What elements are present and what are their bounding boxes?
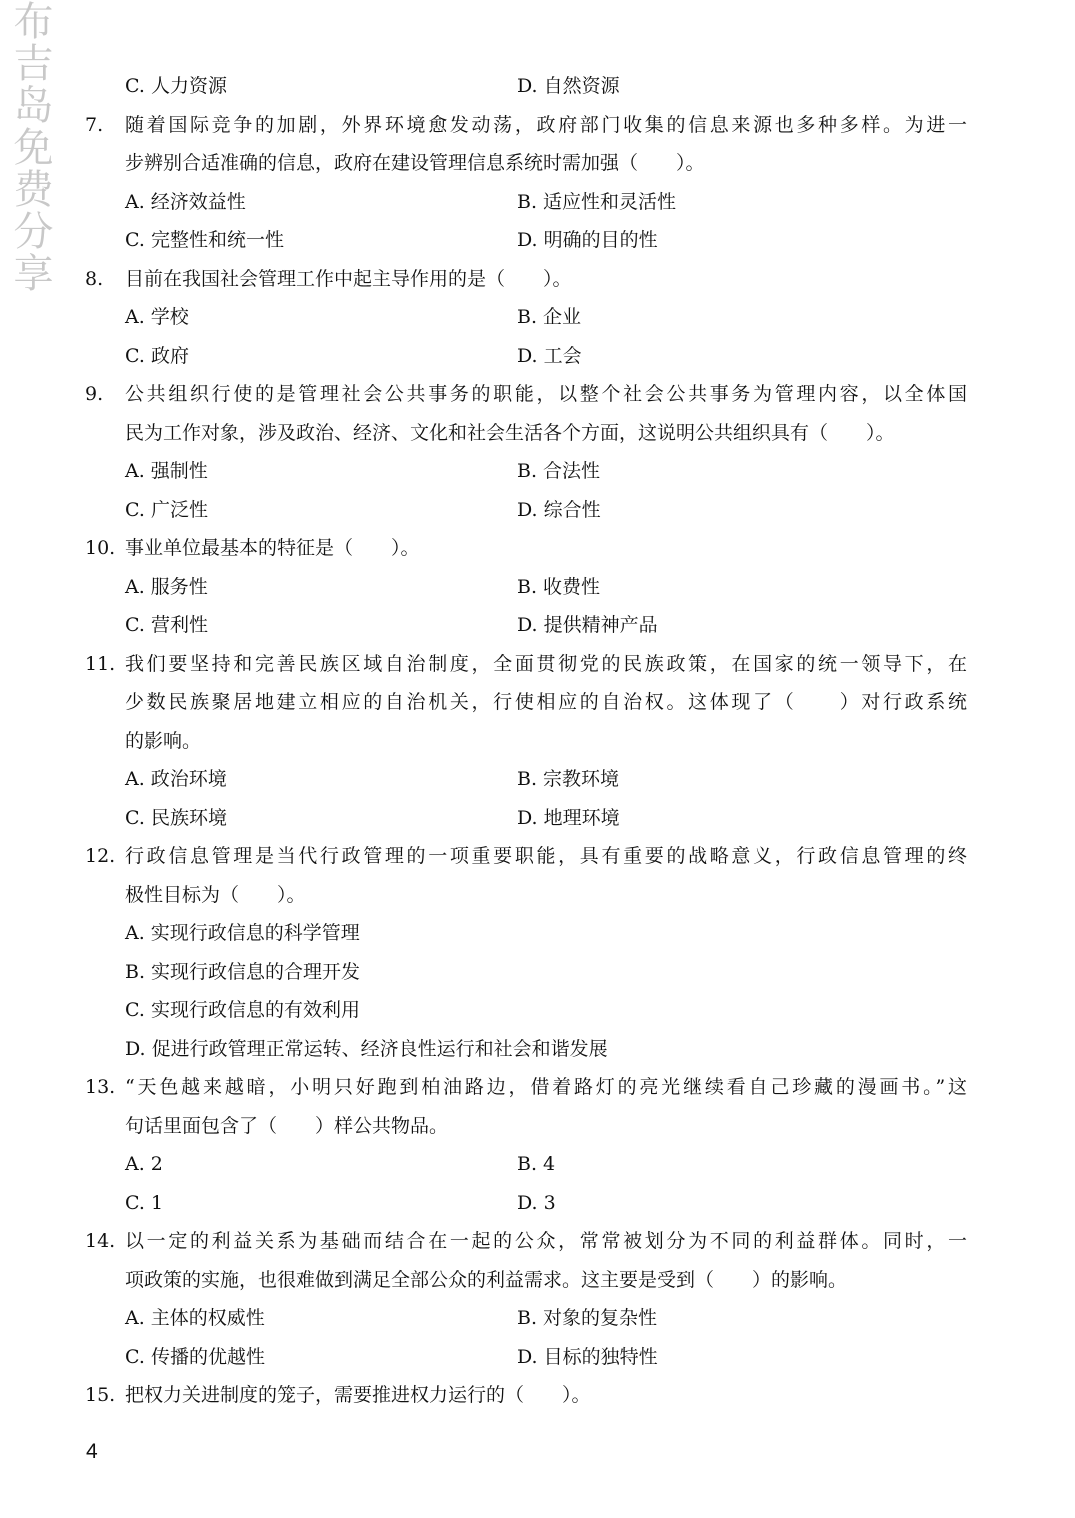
question-stem-text: 我们要坚持和完善民族区域自治制度，全面贯彻党的民族政策，在国家的统一领导下，在 — [125, 652, 967, 675]
option: B. 企业 — [517, 306, 582, 328]
carryover-options — [85, 67, 967, 106]
question-stem-text: 极性目标为（ ）。 — [125, 883, 306, 906]
question-stem-line — [85, 1261, 967, 1300]
option-row — [85, 1338, 967, 1377]
option: D. 工会 — [517, 344, 582, 367]
question-stem-text: 步辨别合适准确的信息，政府在建设管理信息系统时需加强（ ）。 — [125, 152, 705, 174]
question-stem-line — [85, 1068, 967, 1107]
question-stem-text: 的影响。 — [125, 729, 202, 752]
question — [85, 645, 967, 838]
option-row — [85, 491, 967, 530]
question-stem-line — [85, 683, 967, 722]
question-stem-line — [85, 529, 967, 568]
question-number: 8. — [85, 267, 104, 290]
question-stem-line — [85, 375, 967, 414]
option-row — [85, 606, 967, 645]
option: C. 政府 — [125, 344, 189, 367]
question — [85, 529, 967, 645]
question-number: 13. — [85, 1076, 116, 1098]
option: D. 3 — [517, 1191, 556, 1214]
question-stem-text: 目前在我国社会管理工作中起主导作用的是（ ）。 — [125, 267, 572, 290]
question-stem-line — [85, 1222, 967, 1261]
option: B. 适应性和灵活性 — [517, 190, 677, 213]
question — [85, 1376, 967, 1415]
question-stem-text: 以一定的利益关系为基础而结合在一起的公众，常常被划分为不同的利益群体。同时，一 — [125, 1230, 967, 1252]
option: D. 地理环境 — [517, 806, 620, 829]
question-stem-text: “天色越来越暗，小明只好跑到柏油路边，借着路灯的亮光继续看自己珍藏的漫画书。”这 — [125, 1076, 967, 1098]
option-row — [85, 1299, 967, 1338]
option: D. 自然资源 — [517, 75, 620, 97]
page-number: 4 — [86, 1440, 98, 1463]
option: C. 实现行政信息的有效利用 — [125, 999, 360, 1021]
option: C. 人力资源 — [125, 75, 227, 97]
option: C. 1 — [125, 1191, 164, 1214]
option-row — [85, 1184, 967, 1223]
question-stem-text: 民为工作对象，涉及政治、经济、文化和社会生活各个方面，这说明公共组织具有（ ）。 — [125, 421, 895, 444]
option: A. 实现行政信息的科学管理 — [125, 922, 360, 944]
question-number: 11. — [85, 652, 116, 675]
option-row — [85, 1145, 967, 1184]
option: C. 营利性 — [125, 614, 208, 636]
question-stem-line — [85, 837, 967, 876]
option: B. 收费性 — [517, 575, 601, 598]
option: A. 2 — [125, 1153, 163, 1175]
question-number: 10. — [85, 537, 116, 559]
question-stem-text: 事业单位最基本的特征是（ ）。 — [125, 537, 420, 559]
question-list — [85, 67, 967, 1415]
option: A. 经济效益性 — [125, 190, 246, 213]
option: D. 目标的独特性 — [517, 1345, 658, 1368]
option: D. 促进行政管理正常运转、经济良性运行和社会和谐发展 — [125, 1037, 608, 1060]
option: B. 宗教环境 — [517, 768, 620, 790]
option: A. 政治环境 — [125, 768, 227, 790]
question — [85, 1068, 967, 1222]
question-stem-text: 公共组织行使的是管理社会公共事务的职能，以整个社会公共事务为管理内容，以全体国 — [125, 383, 967, 405]
option: D. 提供精神产品 — [517, 614, 658, 636]
question-stem-line — [85, 260, 967, 299]
question — [85, 260, 967, 376]
question — [85, 106, 967, 260]
option-row — [85, 452, 967, 491]
question-stem-text: 行政信息管理是当代行政管理的一项重要职能，具有重要的战略意义，行政信息管理的终 — [125, 845, 967, 867]
question-stem-line — [85, 1376, 967, 1415]
option-row — [85, 799, 967, 838]
option: C. 广泛性 — [125, 498, 208, 521]
option-row — [85, 298, 967, 337]
option: D. 明确的目的性 — [517, 229, 658, 251]
question-number: 9. — [85, 383, 104, 405]
question-stem-line — [85, 645, 967, 684]
question-number: 12. — [85, 845, 116, 867]
option: B. 合法性 — [517, 460, 601, 482]
question — [85, 1222, 967, 1376]
question — [85, 837, 967, 1068]
option: C. 传播的优越性 — [125, 1345, 265, 1368]
question-number: 14. — [85, 1230, 116, 1252]
question-stem-text: 句话里面包含了（ ）样公共物品。 — [125, 1114, 449, 1137]
option: C. 民族环境 — [125, 806, 227, 829]
option: B. 对象的复杂性 — [517, 1307, 658, 1329]
question-stem-line — [85, 722, 967, 761]
option: B. 4 — [517, 1153, 556, 1175]
option-row — [85, 568, 967, 607]
question-stem-text: 随着国际竞争的加剧，外界环境愈发动荡，政府部门收集的信息来源也多种多样。为进一 — [125, 113, 967, 136]
question-number: 15. — [85, 1384, 116, 1406]
question-stem-line — [85, 106, 967, 145]
question-number: 7. — [85, 113, 104, 136]
question-stem-line — [85, 876, 967, 915]
option-row — [85, 337, 967, 376]
question — [85, 375, 967, 529]
question-stem-text: 少数民族聚居地建立相应的自治机关，行使相应的自治权。这体现了（ ）对行政系统 — [125, 691, 967, 713]
question-stem-line — [85, 144, 967, 183]
option: D. 综合性 — [517, 498, 601, 521]
option: A. 服务性 — [125, 575, 208, 598]
option: A. 学校 — [125, 306, 189, 328]
question-stem-line — [85, 1107, 967, 1146]
option-row — [85, 221, 967, 260]
option: A. 强制性 — [125, 460, 208, 482]
option: A. 主体的权威性 — [125, 1307, 265, 1329]
question-stem-line — [85, 414, 967, 453]
option: C. 完整性和统一性 — [125, 229, 284, 251]
question-stem-text: 项政策的实施，也很难做到满足全部公众的利益需求。这主要是受到（ ）的影响。 — [125, 1268, 848, 1291]
watermark: 布吉岛免费分享 — [7, 0, 53, 294]
option: B. 实现行政信息的合理开发 — [125, 960, 361, 983]
option-row — [85, 760, 967, 799]
option-row — [85, 183, 967, 222]
question-stem-text: 把权力关进制度的笼子，需要推进权力运行的（ ）。 — [125, 1384, 591, 1406]
